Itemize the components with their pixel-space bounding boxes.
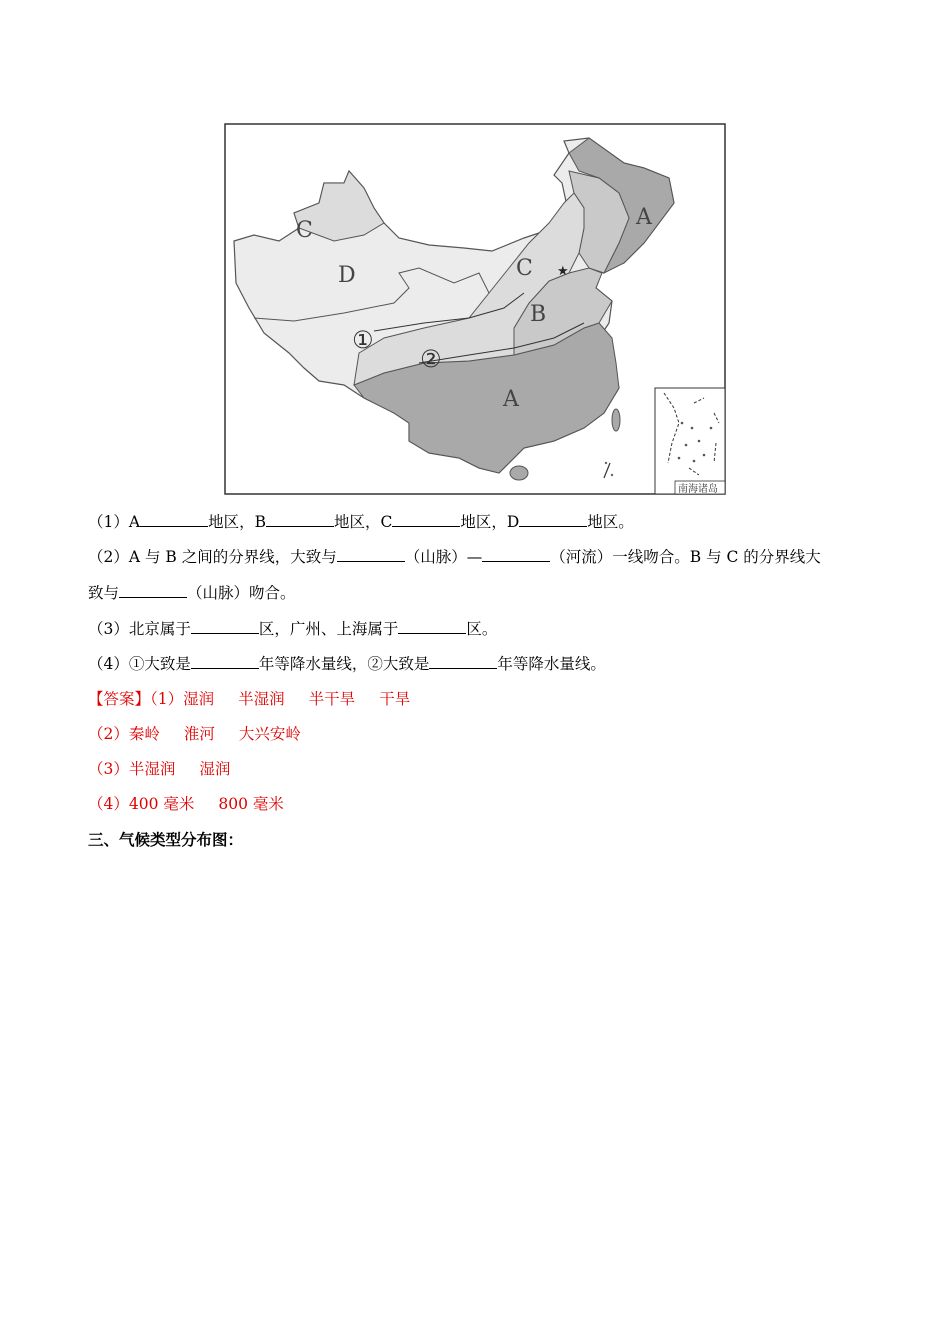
q4-blank-line-1[interactable] <box>191 653 259 669</box>
q2-blank-mountain[interactable] <box>337 546 405 562</box>
q1-blank-b[interactable] <box>266 511 334 527</box>
south-china-sea-inset <box>655 388 725 495</box>
section-heading: 三、气候类型分布图： <box>88 830 244 849</box>
q3-text-3: 区。 <box>466 620 498 638</box>
map-label-a-northeast: A <box>636 205 652 230</box>
q2-text-3: （河流）一线吻合。B 与 C 的分界线大 <box>550 548 821 566</box>
answer-2-item: 淮河 <box>183 725 215 743</box>
map-label-c-west: C <box>296 218 313 243</box>
q2-blank-mountain-2[interactable] <box>119 582 187 598</box>
q1-text-3: 地区，C <box>333 513 393 531</box>
q1-blank-c[interactable] <box>392 511 460 527</box>
map-label-d: D <box>338 263 356 288</box>
q2-text-5: （山脉）吻合。 <box>187 584 296 602</box>
beijing-star-icon: ★ <box>557 264 569 279</box>
question-4 <box>88 653 606 675</box>
answer-2-prefix: （2） <box>88 725 129 743</box>
svg-text:南海诸岛: 南海诸岛 <box>678 484 718 495</box>
q4-text-1: （4）①大致是 <box>88 655 191 673</box>
q3-text-2: 区，广州、上海属于 <box>258 620 399 638</box>
answer-1-item: 半干旱 <box>308 690 356 708</box>
answer-2-item: 大兴安岭 <box>238 725 301 743</box>
answer-4-item: 800 毫米 <box>218 795 284 813</box>
q3-blank-guangzhou[interactable] <box>398 618 466 634</box>
q1-text-4: 地区，D <box>460 513 520 531</box>
answer-4 <box>88 793 284 815</box>
q1-blank-d[interactable] <box>519 511 587 527</box>
q1-blank-a[interactable] <box>140 511 208 527</box>
q2-text-4: 致与 <box>88 584 120 602</box>
map-label-a-south: A <box>503 387 519 412</box>
answer-3-item: 半湿润 <box>128 760 176 778</box>
q4-text-3: 年等降水量线。 <box>497 655 606 673</box>
china-dry-wet-regions-map <box>224 123 726 495</box>
question-2-line-1 <box>88 546 821 568</box>
answer-1-prefix: （1） <box>150 690 184 708</box>
q3-text-1: （3）北京属于 <box>88 620 191 638</box>
q2-text-1: （2）A 与 B 之间的分界线，大致与 <box>88 548 337 566</box>
map-label-c-east: C <box>516 256 533 281</box>
q1-text-1: （1）A <box>88 513 141 531</box>
question-3 <box>88 618 497 640</box>
answer-3 <box>88 758 230 780</box>
answer-1-item: 湿润 <box>183 690 215 708</box>
question-1 <box>88 511 634 533</box>
answer-3-prefix: （3） <box>88 760 129 778</box>
hainan-island <box>510 466 528 480</box>
answer-1-item: 干旱 <box>379 690 411 708</box>
taiwan-island <box>612 409 620 431</box>
marker-line-1: ① <box>352 326 374 354</box>
answer-2-item: 秦岭 <box>128 725 160 743</box>
answer-4-prefix: （4） <box>88 795 129 813</box>
map-label-b: B <box>530 302 547 327</box>
q2-blank-river[interactable] <box>482 546 550 562</box>
q1-text-5: 地区。 <box>587 513 634 531</box>
answer-label: 【答案】 <box>88 690 151 708</box>
q1-text-2: 地区，B <box>208 513 266 531</box>
answer-1 <box>88 688 410 710</box>
answer-4-item: 400 毫米 <box>128 795 195 813</box>
q3-blank-beijing[interactable] <box>191 618 259 634</box>
q4-blank-line-2[interactable] <box>429 653 497 669</box>
answer-3-item: 湿润 <box>199 760 231 778</box>
q4-text-2: 年等降水量线，②大致是 <box>258 655 430 673</box>
q2-text-2: （山脉）— <box>404 548 483 566</box>
answer-2 <box>88 723 301 745</box>
marker-line-2: ② <box>420 345 442 373</box>
question-2-line-2 <box>88 582 296 604</box>
answer-1-item: 半湿润 <box>238 690 285 708</box>
